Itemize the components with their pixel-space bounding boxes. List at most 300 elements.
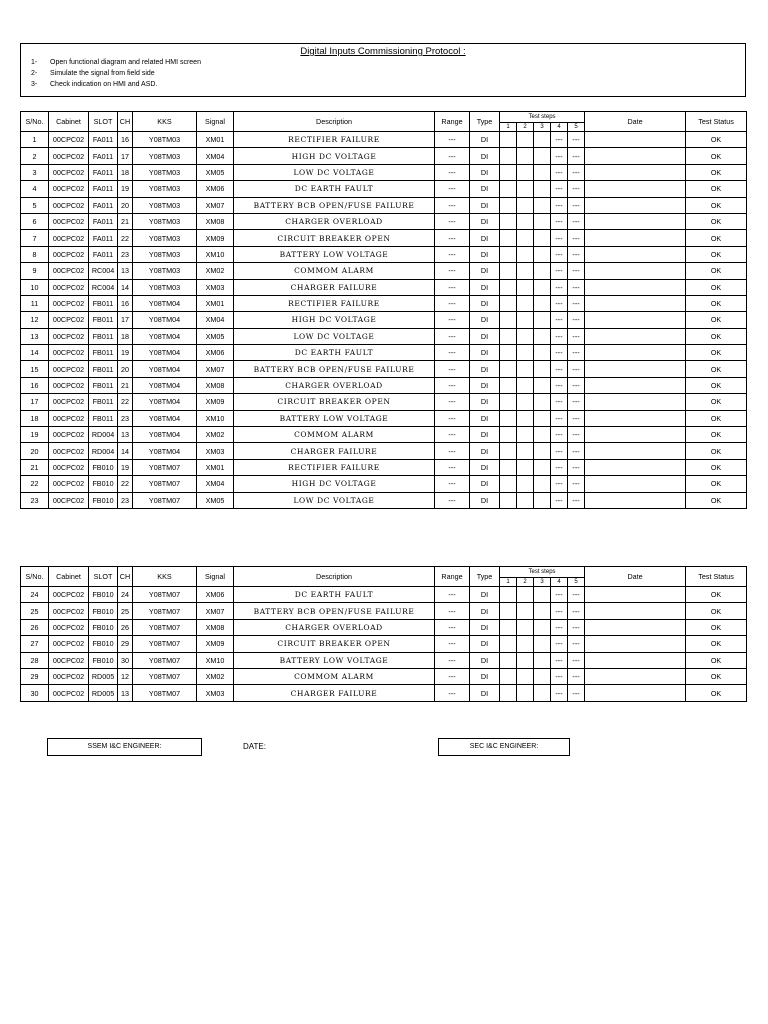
cell-kks: Y08TM04 [133,345,197,361]
cell-range: --- [435,459,470,475]
cell-cabinet: 00CPC02 [49,587,89,603]
cell-step-2 [517,328,534,344]
cell-step-3 [534,685,551,701]
cell-step-1 [500,312,517,328]
cell-step-3 [534,312,551,328]
cell-date [585,197,686,213]
cell-ch: 22 [118,476,133,492]
cell-sno: 10 [21,279,49,295]
cell-type: DI [470,164,500,180]
cell-ch: 12 [118,668,133,684]
cell-slot: FB010 [89,476,118,492]
cell-cabinet: 00CPC02 [49,652,89,668]
cell-sno: 19 [21,427,49,443]
cell-range: --- [435,132,470,148]
cell-signal: XM05 [197,492,234,508]
cell-range: --- [435,312,470,328]
cell-type: DI [470,443,500,459]
table-row [21,603,747,619]
cell-ch: 19 [118,459,133,475]
instruction-step: 3- Check indication on HMI and ASD. [31,81,158,88]
cell-step-3 [534,164,551,180]
cell-date [585,410,686,426]
cell-status: OK [686,295,747,311]
cell-step-1 [500,132,517,148]
cell-slot: FB011 [89,312,118,328]
cell-sno: 25 [21,603,49,619]
cell-step-5: --- [568,312,585,328]
cell-slot: RD004 [89,427,118,443]
col-header-range: Range [435,112,470,132]
table-row [21,345,747,361]
cell-ch: 13 [118,427,133,443]
cell-signal: XM07 [197,197,234,213]
cell-kks: Y08TM07 [133,587,197,603]
cell-step-5: --- [568,345,585,361]
document-title: Digital Inputs Commissioning Protocol : [300,46,466,57]
cell-kks: Y08TM04 [133,295,197,311]
col-header-step-1: 1 [500,578,517,587]
cell-description: DC EARTH FAULT [234,587,435,603]
cell-cabinet: 00CPC02 [49,148,89,164]
cell-ch: 26 [118,619,133,635]
cell-description: COMMOM ALARM [234,263,435,279]
cell-step-2 [517,312,534,328]
cell-step-2 [517,587,534,603]
cell-cabinet: 00CPC02 [49,345,89,361]
cell-range: --- [435,427,470,443]
cell-date [585,164,686,180]
cell-step-5: --- [568,279,585,295]
cell-kks: Y08TM03 [133,164,197,180]
cell-signal: XM02 [197,427,234,443]
cell-type: DI [470,328,500,344]
table-row [21,263,747,279]
cell-signal: XM03 [197,443,234,459]
col-header-step-3: 3 [534,123,551,132]
cell-step-1 [500,394,517,410]
cell-step-5: --- [568,476,585,492]
cell-step-2 [517,443,534,459]
cell-step-5: --- [568,492,585,508]
cell-step-1 [500,652,517,668]
cell-slot: FB011 [89,361,118,377]
cell-signal: XM04 [197,148,234,164]
cell-description: CIRCUIT BREAKER OPEN [234,230,435,246]
signals-table-1 [20,111,747,509]
cell-slot: FA011 [89,148,118,164]
instruction-list [31,57,201,90]
cell-type: DI [470,603,500,619]
cell-status: OK [686,230,747,246]
col-header-sno: S/No. [21,112,49,132]
table-row [21,328,747,344]
cell-date [585,587,686,603]
cell-description: COMMOM ALARM [234,668,435,684]
cell-step-2 [517,132,534,148]
col-header-kks: KKS [133,112,197,132]
cell-cabinet: 00CPC02 [49,230,89,246]
cell-slot: FB010 [89,619,118,635]
cell-status: OK [686,312,747,328]
cell-type: DI [470,476,500,492]
table-row [21,197,747,213]
cell-step-1 [500,246,517,262]
cell-step-4: --- [551,652,568,668]
cell-status: OK [686,263,747,279]
table-row [21,652,747,668]
cell-range: --- [435,164,470,180]
cell-step-5: --- [568,668,585,684]
cell-step-3 [534,295,551,311]
cell-step-1 [500,328,517,344]
table-row [21,164,747,180]
cell-step-2 [517,377,534,393]
cell-signal: XM06 [197,181,234,197]
cell-status: OK [686,492,747,508]
cell-range: --- [435,603,470,619]
cell-type: DI [470,410,500,426]
cell-slot: FB011 [89,295,118,311]
cell-status: OK [686,197,747,213]
cell-step-1 [500,685,517,701]
cell-step-3 [534,148,551,164]
cell-step-2 [517,394,534,410]
protocol-header [20,43,746,97]
cell-signal: XM08 [197,213,234,229]
cell-step-5: --- [568,181,585,197]
cell-ch: 21 [118,377,133,393]
table-row [21,246,747,262]
cell-step-5: --- [568,361,585,377]
cell-cabinet: 00CPC02 [49,328,89,344]
cell-type: DI [470,345,500,361]
ssem-engineer-signature-box: SSEM I&C ENGINEER: [47,738,202,756]
cell-type: DI [470,459,500,475]
cell-slot: FA011 [89,213,118,229]
cell-step-2 [517,279,534,295]
col-header-slot: SLOT [89,112,118,132]
cell-cabinet: 00CPC02 [49,668,89,684]
cell-step-4: --- [551,603,568,619]
col-header-test-steps: Test steps [500,567,585,578]
cell-sno: 12 [21,312,49,328]
cell-cabinet: 00CPC02 [49,197,89,213]
cell-range: --- [435,668,470,684]
cell-kks: Y08TM07 [133,603,197,619]
cell-step-3 [534,410,551,426]
cell-step-4: --- [551,263,568,279]
col-header-slot: SLOT [89,567,118,587]
cell-date [585,603,686,619]
cell-date [585,636,686,652]
col-header-date: Date [585,112,686,132]
cell-step-4: --- [551,312,568,328]
cell-slot: RC004 [89,263,118,279]
cell-step-3 [534,377,551,393]
cell-step-2 [517,361,534,377]
cell-step-4: --- [551,295,568,311]
signals-table-2 [20,566,747,702]
cell-sno: 26 [21,619,49,635]
cell-step-1 [500,279,517,295]
cell-step-5: --- [568,164,585,180]
col-header-date: Date [585,567,686,587]
cell-slot: FB011 [89,345,118,361]
cell-step-4: --- [551,619,568,635]
cell-step-4: --- [551,685,568,701]
cell-slot: FB010 [89,492,118,508]
cell-status: OK [686,652,747,668]
cell-step-4: --- [551,361,568,377]
cell-range: --- [435,587,470,603]
cell-description: DC EARTH FAULT [234,181,435,197]
cell-cabinet: 00CPC02 [49,603,89,619]
cell-slot: FB011 [89,410,118,426]
cell-step-5: --- [568,603,585,619]
col-header-cabinet: Cabinet [49,567,89,587]
cell-step-4: --- [551,636,568,652]
cell-step-1 [500,230,517,246]
table-row [21,427,747,443]
cell-step-5: --- [568,427,585,443]
cell-date [585,492,686,508]
cell-step-2 [517,652,534,668]
cell-step-4: --- [551,197,568,213]
cell-status: OK [686,685,747,701]
cell-type: DI [470,394,500,410]
cell-signal: XM07 [197,603,234,619]
cell-step-4: --- [551,492,568,508]
cell-sno: 8 [21,246,49,262]
cell-range: --- [435,394,470,410]
cell-step-1 [500,636,517,652]
cell-description: BATTERY BCB OPEN/FUSE FAILURE [234,197,435,213]
table-row [21,132,747,148]
table-row [21,459,747,475]
table-row [21,685,747,701]
cell-sno: 29 [21,668,49,684]
cell-description: HIGH DC VOLTAGE [234,476,435,492]
cell-kks: Y08TM07 [133,652,197,668]
cell-date [585,443,686,459]
table-row [21,410,747,426]
col-header-ch: CH [118,112,133,132]
cell-type: DI [470,230,500,246]
cell-slot: FA011 [89,197,118,213]
cell-signal: XM01 [197,132,234,148]
cell-signal: XM09 [197,394,234,410]
cell-sno: 1 [21,132,49,148]
cell-sno: 27 [21,636,49,652]
cell-ch: 17 [118,148,133,164]
cell-type: DI [470,148,500,164]
col-header-type: Type [470,112,500,132]
cell-date [585,476,686,492]
cell-description: CIRCUIT BREAKER OPEN [234,636,435,652]
cell-ch: 29 [118,636,133,652]
cell-cabinet: 00CPC02 [49,361,89,377]
cell-ch: 30 [118,652,133,668]
cell-kks: Y08TM07 [133,619,197,635]
cell-kks: Y08TM03 [133,181,197,197]
col-header-step-1: 1 [500,123,517,132]
cell-kks: Y08TM03 [133,197,197,213]
cell-kks: Y08TM04 [133,443,197,459]
cell-cabinet: 00CPC02 [49,279,89,295]
cell-signal: XM10 [197,410,234,426]
col-header-step-2: 2 [517,123,534,132]
col-header-signal: Signal [197,567,234,587]
cell-kks: Y08TM07 [133,459,197,475]
cell-description: LOW DC VOLTAGE [234,164,435,180]
cell-range: --- [435,328,470,344]
cell-date [585,345,686,361]
cell-step-5: --- [568,410,585,426]
cell-ch: 16 [118,132,133,148]
cell-step-1 [500,476,517,492]
cell-kks: Y08TM04 [133,394,197,410]
cell-range: --- [435,377,470,393]
cell-range: --- [435,148,470,164]
cell-description: BATTERY BCB OPEN/FUSE FAILURE [234,361,435,377]
cell-status: OK [686,619,747,635]
cell-kks: Y08TM04 [133,427,197,443]
cell-step-2 [517,213,534,229]
col-header-step-5: 5 [568,578,585,587]
cell-status: OK [686,587,747,603]
cell-status: OK [686,164,747,180]
table-row [21,619,747,635]
cell-cabinet: 00CPC02 [49,263,89,279]
cell-step-1 [500,587,517,603]
cell-step-1 [500,181,517,197]
cell-status: OK [686,410,747,426]
cell-step-2 [517,685,534,701]
cell-type: DI [470,427,500,443]
cell-range: --- [435,263,470,279]
cell-step-2 [517,619,534,635]
cell-date [585,619,686,635]
cell-signal: XM08 [197,619,234,635]
cell-status: OK [686,476,747,492]
cell-kks: Y08TM04 [133,328,197,344]
cell-range: --- [435,230,470,246]
col-header-ch: CH [118,567,133,587]
cell-date [585,295,686,311]
col-header-sno: S/No. [21,567,49,587]
col-header-kks: KKS [133,567,197,587]
cell-sno: 6 [21,213,49,229]
cell-cabinet: 00CPC02 [49,181,89,197]
cell-date [585,213,686,229]
cell-step-3 [534,345,551,361]
cell-cabinet: 00CPC02 [49,377,89,393]
cell-step-3 [534,394,551,410]
cell-status: OK [686,181,747,197]
cell-step-5: --- [568,443,585,459]
cell-step-5: --- [568,328,585,344]
cell-step-4: --- [551,132,568,148]
cell-range: --- [435,181,470,197]
cell-cabinet: 00CPC02 [49,246,89,262]
cell-step-5: --- [568,148,585,164]
sec-engineer-signature-box: SEC I&C ENGINEER: [438,738,570,756]
cell-step-3 [534,427,551,443]
cell-status: OK [686,345,747,361]
cell-signal: XM06 [197,587,234,603]
cell-type: DI [470,246,500,262]
cell-ch: 21 [118,213,133,229]
cell-step-3 [534,459,551,475]
cell-step-5: --- [568,636,585,652]
col-header-description: Description [234,112,435,132]
cell-signal: XM10 [197,246,234,262]
cell-status: OK [686,361,747,377]
cell-status: OK [686,328,747,344]
cell-type: DI [470,197,500,213]
col-header-status: Test Status [686,112,747,132]
cell-step-4: --- [551,279,568,295]
cell-step-3 [534,603,551,619]
cell-signal: XM08 [197,377,234,393]
cell-step-1 [500,295,517,311]
cell-cabinet: 00CPC02 [49,410,89,426]
cell-sno: 23 [21,492,49,508]
cell-description: CHARGER OVERLOAD [234,377,435,393]
cell-kks: Y08TM07 [133,685,197,701]
cell-ch: 18 [118,328,133,344]
cell-step-4: --- [551,213,568,229]
cell-step-1 [500,410,517,426]
cell-type: DI [470,619,500,635]
cell-cabinet: 00CPC02 [49,459,89,475]
col-header-range: Range [435,567,470,587]
col-header-signal: Signal [197,112,234,132]
cell-type: DI [470,361,500,377]
cell-cabinet: 00CPC02 [49,132,89,148]
cell-ch: 19 [118,345,133,361]
cell-sno: 22 [21,476,49,492]
cell-slot: RD005 [89,685,118,701]
cell-date [585,652,686,668]
cell-ch: 22 [118,230,133,246]
cell-signal: XM04 [197,312,234,328]
cell-step-1 [500,345,517,361]
cell-step-5: --- [568,685,585,701]
cell-date [585,377,686,393]
cell-sno: 30 [21,685,49,701]
cell-step-3 [534,328,551,344]
cell-range: --- [435,685,470,701]
cell-step-2 [517,636,534,652]
cell-slot: RD004 [89,443,118,459]
cell-step-2 [517,197,534,213]
cell-kks: Y08TM07 [133,492,197,508]
cell-status: OK [686,603,747,619]
cell-kks: Y08TM04 [133,312,197,328]
cell-slot: FB011 [89,328,118,344]
cell-step-1 [500,213,517,229]
cell-sno: 24 [21,587,49,603]
cell-kks: Y08TM03 [133,230,197,246]
cell-range: --- [435,197,470,213]
cell-step-1 [500,377,517,393]
cell-sno: 16 [21,377,49,393]
table-row [21,476,747,492]
cell-date [585,668,686,684]
cell-description: CHARGER FAILURE [234,685,435,701]
